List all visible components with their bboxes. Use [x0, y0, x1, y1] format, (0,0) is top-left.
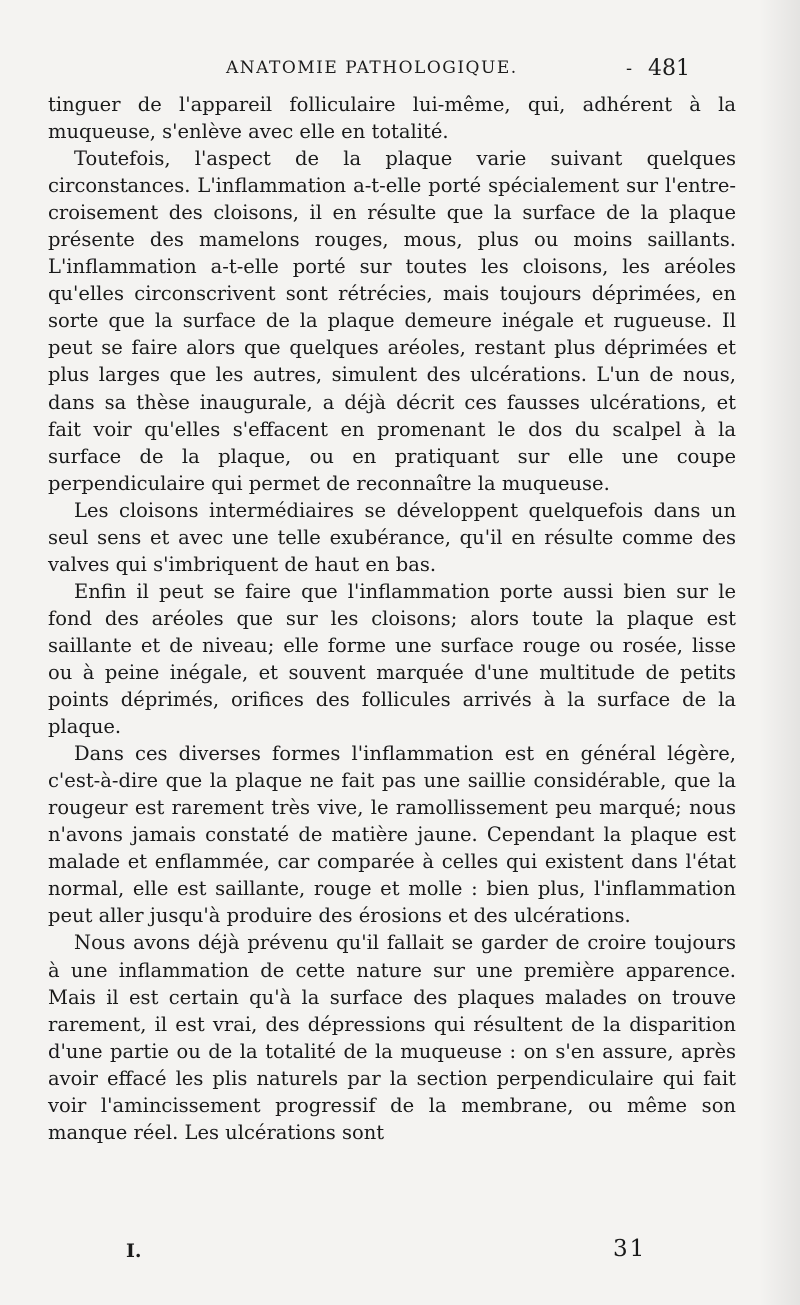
paragraph: Nous avons déjà prévenu qu'il fallait se garder de croire toujours à une inflammation de cette nature sur une première apparence. Mais il est certain qu'à la surface des plaques malades on trouve rarement, il est vrai, des dépressions qui résultent de la disparition d'une partie ou de la totalité de la muqueuse : on s'en assure, après avoir effacé les plis naturels par la section perpendiculaire qui fait voir l'amincissement progressif de la membrane, ou même son manque réel. Les ulcérations sont — [48, 931, 736, 1144]
paragraph: Enfin il peut se faire que l'inflammation porte aussi bien sur le fond des aréoles que sur les cloisons; alors toute la plaque est saillante et de niveau; elle forme une surface rouge ou rosée, lisse ou à peine inégale, et souvent marquée d'une multitude de petits points déprimés, orifices des follicules arrivés à la surface de la plaque. — [48, 579, 736, 739]
page-edge-shadow — [760, 0, 800, 1305]
paragraph: Toutefois, l'aspect de la plaque varie suivant quelques circonstances. L'inflammation a-t-elle porté spécialement sur l'entre-croisement des cloisons, il en résulte que la surface de la plaque présente des mamelons rouges, mous, plus ou moins saillants. L'inflammation a-t-elle porté sur toutes les cloisons, les aréoles qu'elles circonscrivent sont rétrécies, mais toujours déprimées, en sorte que la surface de la plaque demeure inégale et rugueuse. Il peut se faire alors que quelques aréoles, restant plus déprimées et plus larges que les autres, simulent des ulcérations. L'un de nous, dans sa thèse inaugurale, a déjà décrit ces fausses ulcérations, et fait voir qu'elles s'effacent en promenant le dos du scalpel à la surface de la plaque, ou en pratiquant sur elle une coupe perpendiculaire qui permet de reconnaître la muqueuse. — [48, 147, 736, 495]
paragraph: Les cloisons intermédiaires se développent quelquefois dans un seul sens et avec une telle exubérance, qu'il en résulte comme des valves qui s'imbriquent de haut en bas. — [48, 498, 736, 576]
body-text — [48, 91, 736, 1146]
header-dash: - — [626, 58, 633, 79]
page-footer — [48, 1236, 748, 1276]
paragraph: Dans ces diverses formes l'inflammation est en général légère, c'est-à-dire que la plaque ne fait pas une saillie considérable, que la rougeur est rarement très vive, le ramollissement peu marqué; nous n'avons jamais constaté de matière jaune. Cependant la plaque est malade et enflammée, car comparée à celles qui existent dans l'état normal, elle est saillante, rouge et molle : bien plus, l'inflammation peut aller jusqu'à produire des érosions et des ulcérations. — [48, 742, 736, 928]
running-head — [48, 58, 748, 90]
page-number: 481 — [648, 56, 690, 81]
signature-mark: I. — [126, 1240, 142, 1262]
paragraph: tinguer de l'appareil folliculaire lui-même, qui, adhérent à la muqueuse, s'enlève avec elle en totalité. — [48, 93, 736, 144]
signature-number: 31 — [613, 1236, 647, 1262]
running-title: ANATOMIE PATHOLOGIQUE. — [226, 58, 518, 78]
